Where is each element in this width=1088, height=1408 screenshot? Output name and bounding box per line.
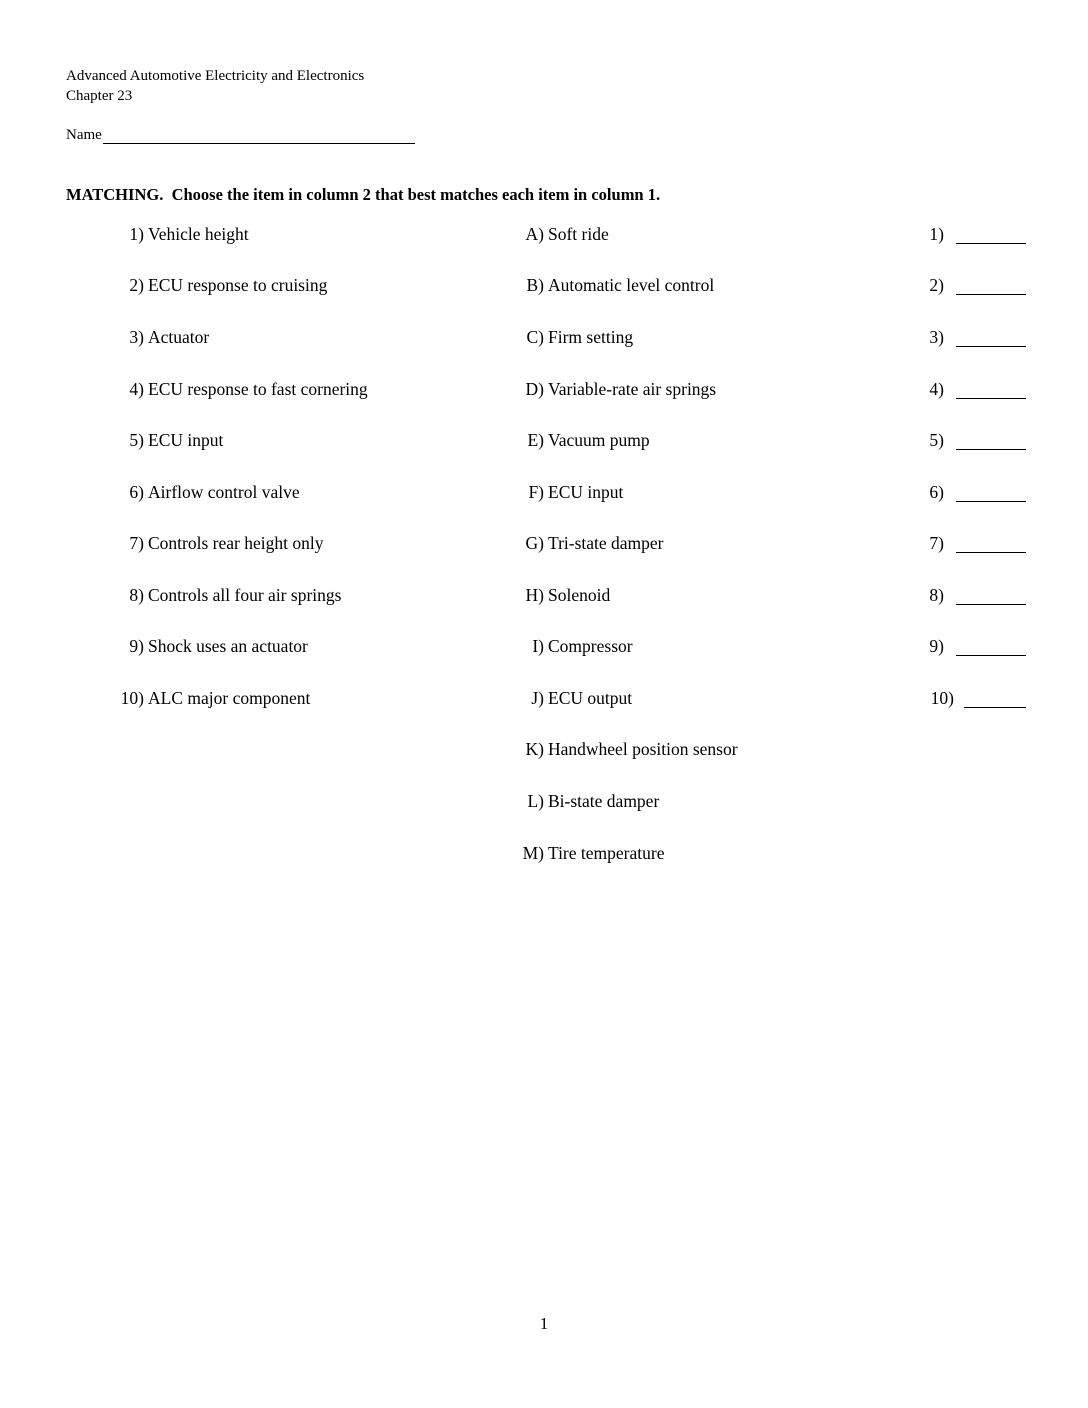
answer-number: 2) xyxy=(929,275,944,295)
matching-row xyxy=(0,585,1088,609)
column1-number: 10) xyxy=(120,688,144,708)
column1-number: 4) xyxy=(129,379,144,399)
column2-letter: M) xyxy=(522,843,544,863)
answer-blank[interactable] xyxy=(956,346,1026,347)
column1-item: ECU input xyxy=(148,430,224,450)
course-title: Advanced Automotive Electricity and Electronics xyxy=(66,68,365,84)
column2-item: Bi-state damper xyxy=(548,791,660,811)
name-label: Name xyxy=(66,127,102,143)
answer-blank[interactable] xyxy=(964,707,1026,708)
column2-item: Tri-state damper xyxy=(548,533,664,553)
column2-letter: H) xyxy=(525,585,544,605)
answer-number: 10) xyxy=(930,688,954,708)
answer-number: 6) xyxy=(929,482,944,502)
column1-number: 6) xyxy=(129,482,144,502)
matching-row xyxy=(0,636,1088,660)
answer-blank[interactable] xyxy=(956,604,1026,605)
column1-number: 1) xyxy=(129,224,144,244)
matching-row xyxy=(0,791,1088,815)
column2-letter: K) xyxy=(525,739,544,759)
matching-row xyxy=(0,843,1088,867)
column2-letter: G) xyxy=(525,533,544,553)
answer-blank[interactable] xyxy=(956,294,1026,295)
name-row xyxy=(66,125,415,144)
answer-number: 9) xyxy=(929,636,944,656)
column2-letter: F) xyxy=(528,482,544,502)
column2-item: Vacuum pump xyxy=(548,430,650,450)
column2-item: Variable-rate air springs xyxy=(548,379,717,399)
matching-instructions: MATCHING. Choose the item in column 2 that best matches each item in column 1. xyxy=(66,185,661,204)
column2-item: Soft ride xyxy=(548,224,609,244)
answer-blank[interactable] xyxy=(956,501,1026,502)
column1-item: ECU response to fast cornering xyxy=(148,379,368,399)
answer-number: 8) xyxy=(929,585,944,605)
answer-blank[interactable] xyxy=(956,449,1026,450)
column1-number: 8) xyxy=(129,585,144,605)
matching-row xyxy=(0,275,1088,299)
matching-row xyxy=(0,379,1088,403)
column2-letter: J) xyxy=(531,688,544,708)
column1-item: ECU response to cruising xyxy=(148,275,328,295)
matching-row xyxy=(0,739,1088,763)
column1-item: Airflow control valve xyxy=(148,482,300,502)
name-field-line[interactable] xyxy=(103,125,415,144)
answer-blank[interactable] xyxy=(956,398,1026,399)
column1-item: Controls all four air springs xyxy=(148,585,342,605)
column2-letter: C) xyxy=(526,327,544,347)
column1-number: 7) xyxy=(129,533,144,553)
matching-row xyxy=(0,327,1088,351)
matching-row xyxy=(0,430,1088,454)
column1-item: Controls rear height only xyxy=(148,533,324,553)
column2-letter: L) xyxy=(527,791,544,811)
column1-number: 3) xyxy=(129,327,144,347)
column2-item: ECU input xyxy=(548,482,624,502)
answer-blank[interactable] xyxy=(956,655,1026,656)
answer-number: 1) xyxy=(929,224,944,244)
column1-number: 5) xyxy=(129,430,144,450)
answer-blank[interactable] xyxy=(956,552,1026,553)
answer-number: 5) xyxy=(929,430,944,450)
column1-item: ALC major component xyxy=(148,688,311,708)
column2-item: ECU output xyxy=(548,688,633,708)
matching-row xyxy=(0,482,1088,506)
answer-number: 3) xyxy=(929,327,944,347)
column2-letter: I) xyxy=(532,636,544,656)
column2-item: Compressor xyxy=(548,636,633,656)
column2-letter: E) xyxy=(527,430,544,450)
column2-item: Automatic level control xyxy=(548,275,715,295)
column1-number: 2) xyxy=(129,275,144,295)
column2-letter: D) xyxy=(525,379,544,399)
answer-blank[interactable] xyxy=(956,243,1026,244)
column1-item: Vehicle height xyxy=(148,224,249,244)
column2-item: Firm setting xyxy=(548,327,634,347)
chapter-title: Chapter 23 xyxy=(66,88,133,104)
column1-item: Actuator xyxy=(148,327,210,347)
matching-row xyxy=(0,224,1088,248)
column1-item: Shock uses an actuator xyxy=(148,636,308,656)
column2-letter: B) xyxy=(526,275,544,295)
column2-item: Solenoid xyxy=(548,585,611,605)
answer-number: 7) xyxy=(929,533,944,553)
column2-item: Handwheel position sensor xyxy=(548,739,738,759)
page-number: 1 xyxy=(539,1314,549,1333)
column2-letter: A) xyxy=(525,224,544,244)
column1-number: 9) xyxy=(129,636,144,656)
column2-item: Tire temperature xyxy=(548,843,665,863)
answer-number: 4) xyxy=(929,379,944,399)
matching-row xyxy=(0,688,1088,712)
matching-row xyxy=(0,533,1088,557)
